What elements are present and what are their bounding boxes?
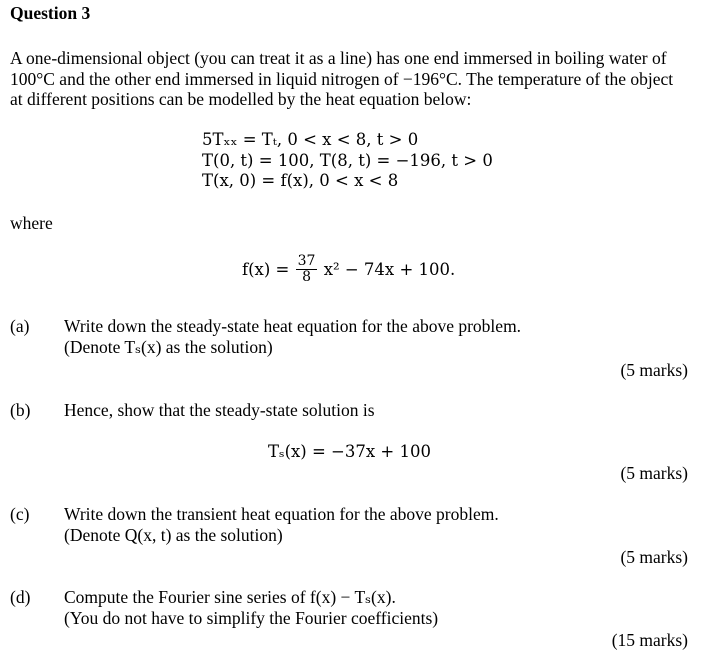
intro-paragraph [10,48,710,110]
part-text-d [64,587,438,628]
part-line: (Denote Q(x, t) as the solution) [64,524,283,545]
part-text-b [64,400,375,421]
steady-state-equation: Tₛ(x) = −37x + 100 [268,442,431,461]
initial-condition-line: T(x, 0) = f(x), 0 < x < 8 [202,171,399,190]
fraction-denominator: 8 [302,269,311,285]
part-label-c: (c) [10,504,30,524]
marks-a: (5 marks) [620,360,688,380]
part-text-a [64,316,521,357]
heat-equation-system [202,130,493,192]
where-label: where [10,213,53,233]
question-title: Question 3 [10,3,91,23]
intro-line: 100°C and the other end immersed in liquid nitrogen of −196°C. The temperature of the object [10,68,674,89]
boundary-condition-line: T(0, t) = 100, T(8, t) = −196, t > 0 [202,150,493,170]
part-label-d: (d) [10,587,31,607]
part-line: (Denote Tₛ(x) as the solution) [64,336,273,357]
part-text-c [64,504,499,545]
marks-c: (5 marks) [620,547,688,567]
pde-line: 5Tₓₓ = Tₜ, 0 < x < 8, t > 0 [202,130,419,149]
part-line: (You do not have to simplify the Fourier coefficients) [64,607,439,628]
fraction-numerator: 37 [297,253,316,269]
part-line: Compute the Fourier sine series of f(x) − Tₛ(x). [64,587,396,607]
f-rest: x² − 74x + 100. [323,260,456,279]
intro-line: at different positions can be modelled by the heat equation below: [10,89,472,109]
f-definition [242,254,455,285]
f-lhs: f(x) = [242,260,290,279]
marks-b: (5 marks) [620,463,688,483]
intro-line: A one-dimensional object (you can treat it as a line) has one end immersed in boiling water of [10,48,667,68]
part-line: Write down the transient heat equation for the above problem. [64,504,499,524]
part-line: Hence, show that the steady-state solution is [64,400,375,420]
fraction [296,254,318,285]
part-label-b: (b) [10,400,31,420]
part-label-a: (a) [10,316,30,336]
marks-d: (15 marks) [611,630,688,650]
part-line: Write down the steady-state heat equation for the above problem. [64,316,522,336]
